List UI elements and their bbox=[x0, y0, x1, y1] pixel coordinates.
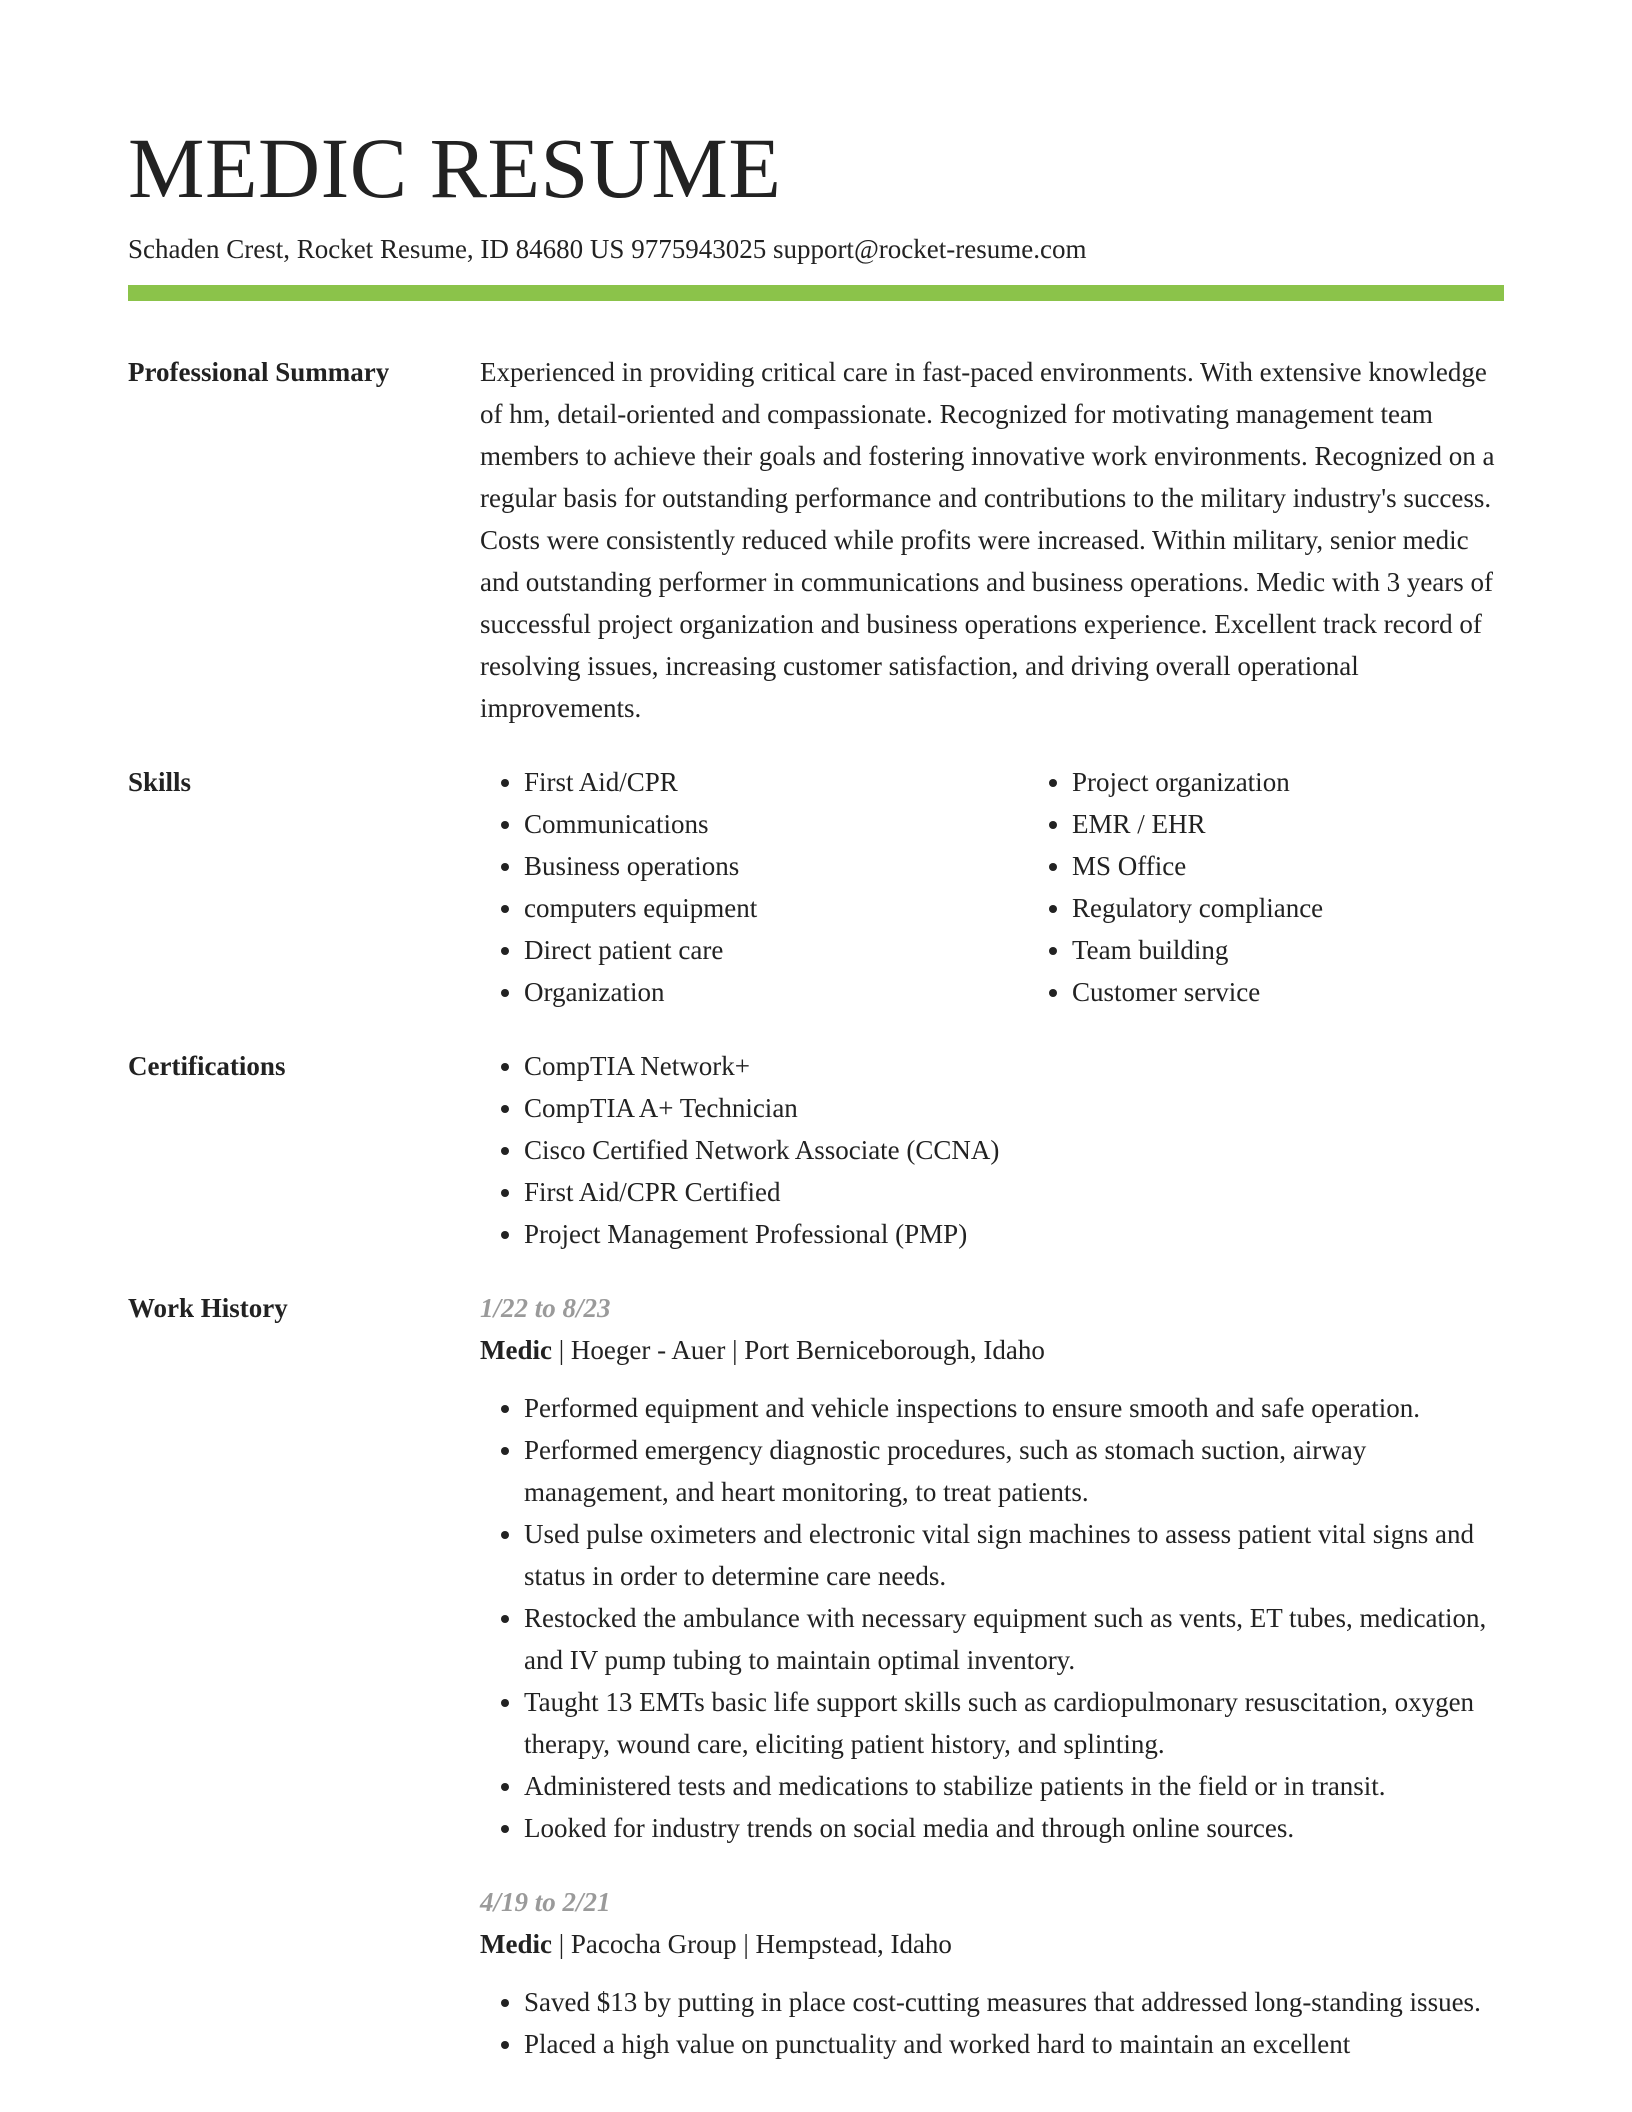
job-title: Medic bbox=[480, 1335, 552, 1365]
work-history-heading: Work History bbox=[128, 1293, 288, 1323]
certifications-body bbox=[480, 1045, 1504, 1255]
skill-item: • Organization bbox=[524, 971, 1028, 1013]
skills-list-right bbox=[1028, 761, 1576, 1013]
job-title: Medic bbox=[480, 1929, 552, 1959]
skills-list-left bbox=[480, 761, 1028, 1013]
job-title-line bbox=[480, 1923, 1504, 1965]
skill-item: • Direct patient care bbox=[524, 929, 1028, 971]
certifications-section bbox=[128, 1045, 1504, 1255]
job-duty: • Performed emergency diagnostic procedures, such as stomach suction, airway management, and heart monitoring, to treat patients. bbox=[524, 1429, 1504, 1513]
certification-item: • Cisco Certified Network Associate (CCNA) bbox=[524, 1129, 1504, 1171]
skills-heading: Skills bbox=[128, 767, 192, 797]
skill-item: • Team building bbox=[1072, 929, 1576, 971]
skills-grid bbox=[480, 761, 1576, 1013]
skill-item: • Regulatory compliance bbox=[1072, 887, 1576, 929]
job-entry bbox=[480, 1287, 1504, 1849]
skill-item: • EMR / EHR bbox=[1072, 803, 1576, 845]
skill-item: • Business operations bbox=[524, 845, 1028, 887]
job-duty: • Performed equipment and vehicle inspections to ensure smooth and safe operation. bbox=[524, 1387, 1504, 1429]
certification-item: • Project Management Professional (PMP) bbox=[524, 1213, 1504, 1255]
contact-line bbox=[128, 232, 1504, 266]
summary-heading: Professional Summary bbox=[128, 357, 390, 387]
skills-section bbox=[128, 761, 1504, 1013]
job-title-line bbox=[480, 1329, 1504, 1371]
skill-item: • MS Office bbox=[1072, 845, 1576, 887]
resume-page bbox=[128, 0, 1504, 2065]
skill-item: • First Aid/CPR bbox=[524, 761, 1028, 803]
skill-item: • Communications bbox=[524, 803, 1028, 845]
skill-item: • Customer service bbox=[1072, 971, 1576, 1013]
job-entry bbox=[480, 1881, 1504, 2065]
contact-phone: 9775943025 bbox=[631, 234, 767, 264]
summary-section bbox=[128, 351, 1504, 729]
job-dates: 4/19 to 2/21 bbox=[480, 1887, 611, 1917]
job-details: | Hoeger - Auer | Port Berniceborough, Idaho bbox=[551, 1335, 1045, 1365]
job-duty: • Restocked the ambulance with necessary equipment such as vents, ET tubes, medication, and IV pump tubing to maintain optimal inventory. bbox=[524, 1597, 1504, 1681]
job-details: | Pacocha Group | Hempstead, Idaho bbox=[551, 1929, 952, 1959]
certification-item: • CompTIA Network+ bbox=[524, 1045, 1504, 1087]
job-duty: • Looked for industry trends on social media and through online sources. bbox=[524, 1807, 1504, 1849]
summary-text: Experienced in providing critical care in fast-paced environments. With extensive knowledge of hm, detail-oriented and compassionate. Recognized for motivating management team members to achieve their goals and fostering innovative work environments. Recognized on a regular basis for outstanding performance and contributions to the military industry's success. Costs were consistently reduced while profits were increased. Within military, senior medic and outstanding performer in communications and business operations. Medic with 3 years of successful project organization and business operations experience. Excellent track record of resolving issues, increasing customer satisfaction, and driving overall operational improvements. bbox=[480, 357, 1495, 723]
skill-item: • Project organization bbox=[1072, 761, 1576, 803]
job-duties-list bbox=[480, 1387, 1504, 1849]
certification-item: • CompTIA A+ Technician bbox=[524, 1087, 1504, 1129]
job-duty: • Administered tests and medications to stabilize patients in the field or in transit. bbox=[524, 1765, 1504, 1807]
contact-email: support@rocket-resume.com bbox=[772, 234, 1087, 264]
job-duty: • Used pulse oximeters and electronic vital sign machines to assess patient vital signs and status in order to determine care needs. bbox=[524, 1513, 1504, 1597]
certifications-heading: Certifications bbox=[128, 1051, 286, 1081]
skill-item: • computers equipment bbox=[524, 887, 1028, 929]
job-duty: • Taught 13 EMTs basic life support skills such as cardiopulmonary resuscitation, oxygen therapy, wound care, eliciting patient history, and splinting. bbox=[524, 1681, 1504, 1765]
job-duties-list bbox=[480, 1981, 1504, 2065]
contact-address: Schaden Crest, Rocket Resume, ID 84680 US bbox=[128, 234, 625, 264]
resume-title: MEDIC RESUME bbox=[128, 120, 782, 216]
job-dates: 1/22 to 8/23 bbox=[480, 1293, 611, 1323]
certification-item: • First Aid/CPR Certified bbox=[524, 1171, 1504, 1213]
header-divider bbox=[128, 285, 1504, 301]
work-history-section bbox=[128, 1287, 1504, 2065]
skills-body bbox=[480, 761, 1576, 1013]
job-duty: • Saved $13 by putting in place cost-cutting measures that addressed long-standing issues. bbox=[524, 1981, 1504, 2023]
job-duty: • Placed a high value on punctuality and worked hard to maintain an excellent bbox=[524, 2023, 1504, 2065]
work-history-body bbox=[480, 1287, 1504, 2065]
certifications-list bbox=[480, 1045, 1504, 1255]
